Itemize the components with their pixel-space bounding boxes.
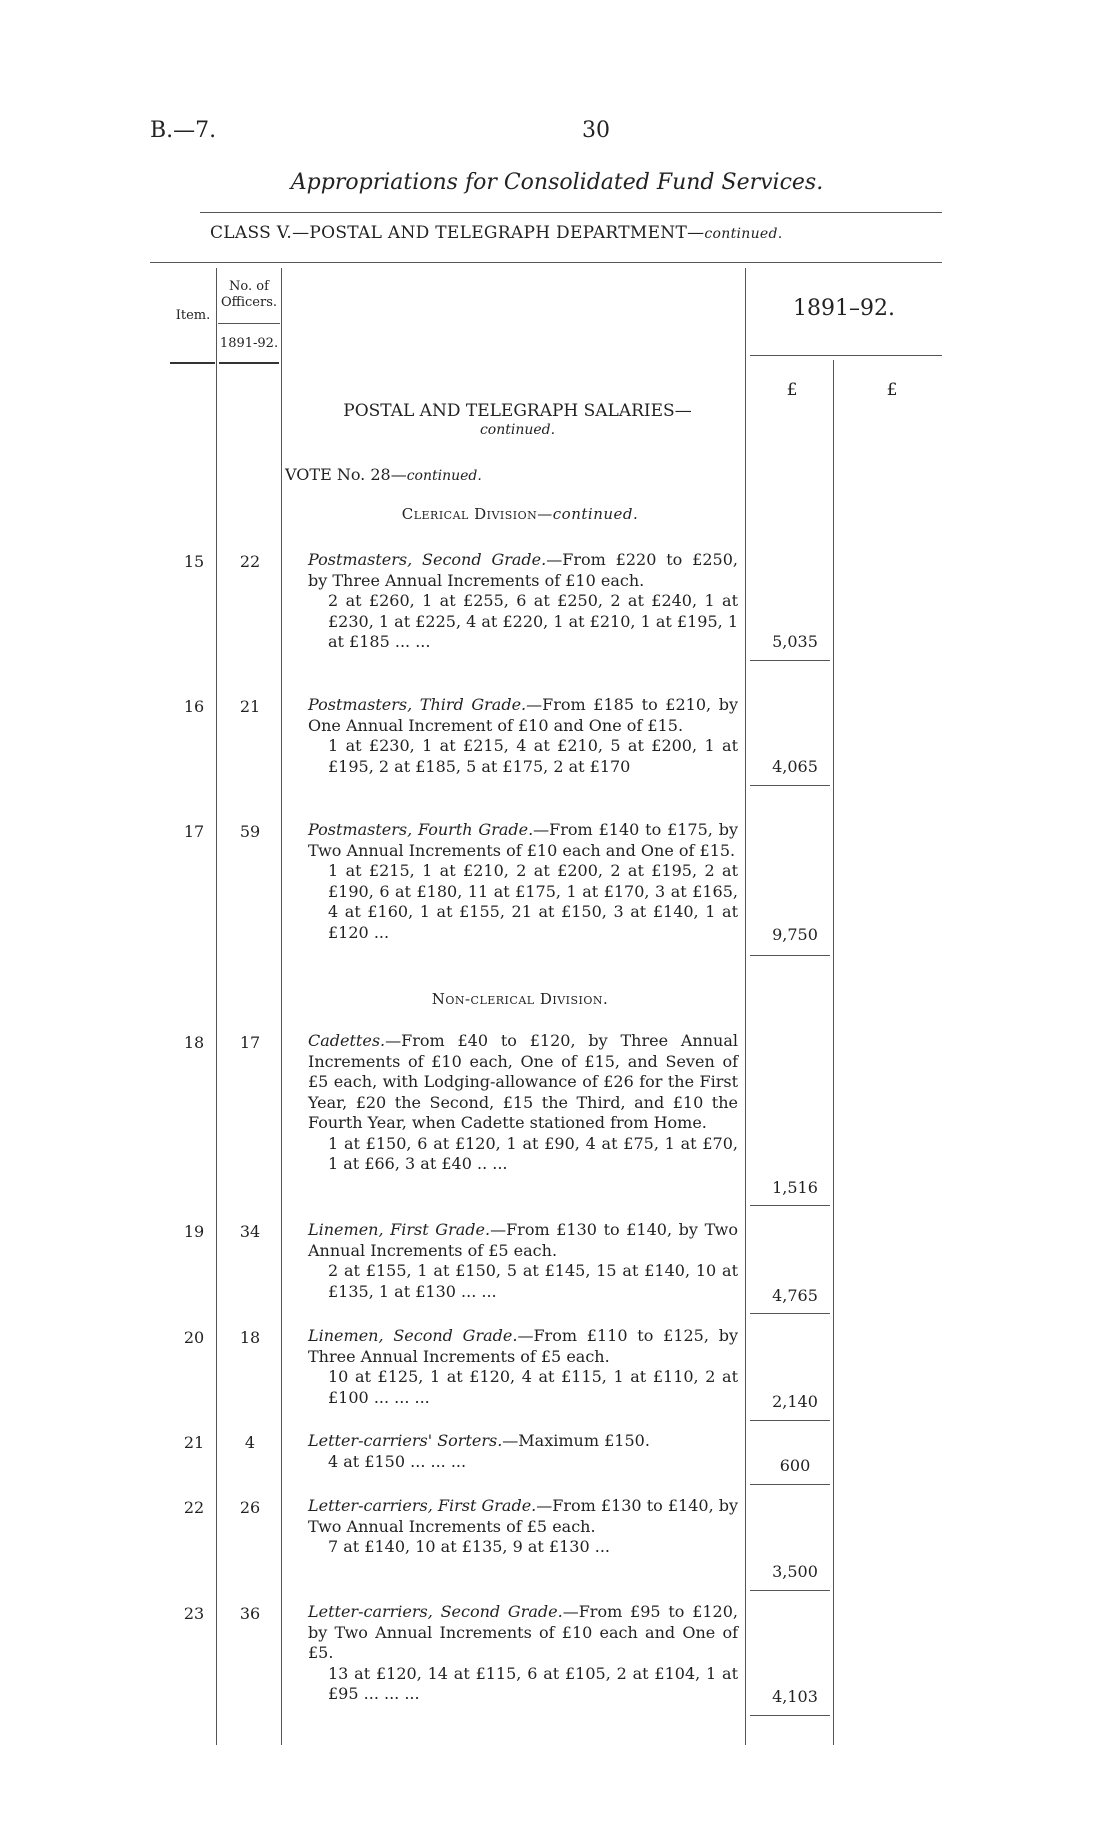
item-amount: 3,500 [772,1562,818,1581]
grade-name: Linemen, Second Grade. [308,1326,518,1345]
grade-name: Linemen, First Grade. [308,1220,491,1239]
officers-column-header [218,279,280,311]
dot-leader: .. ... [476,1154,508,1173]
item-description [308,1326,738,1408]
item-description [308,1220,738,1302]
item-amount: 4,065 [772,757,818,776]
officers-count: 17 [239,1033,261,1052]
item-amount: 4,765 [772,1286,818,1305]
item-amount: 9,750 [772,925,818,944]
salary-scale: —From £130 to £140, by Two Annual Increments of £5 each. [308,1220,738,1260]
item-column-header: Item. [175,308,211,323]
item-number: 21 [183,1433,205,1452]
item-description [308,1602,738,1705]
salary-scale: —From £140 to £175, by Two Annual Increments of £10 each and One of £15. [308,820,738,860]
item-amount: 5,035 [772,632,818,651]
item-description [308,1431,738,1472]
salary-scale: —From £185 to £210, by One Annual Increment of £10 and One of £15. [308,695,739,735]
class-heading: CLASS V.—POSTAL AND TELEGRAPH DEPARTMENT—continued. [210,223,783,243]
item-description [308,695,738,777]
salary-detail: 2 at £155, 1 at £150, 5 at £145, 15 at £140, 10 at £135, 1 at £130 [328,1261,738,1301]
officers-count: 34 [239,1222,261,1241]
grade-name: Letter-carriers, Second Grade. [308,1602,563,1621]
officers-count: 36 [239,1604,261,1623]
amount-rule [750,1715,830,1716]
amount-rule [750,660,830,661]
salary-detail: 1 at £150, 6 at £120, 1 at £90, 4 at £75, 1 at £70, 1 at £66, 3 at £40 [328,1133,738,1173]
page-title: Appropriations for Consolidated Fund Services. [290,170,824,195]
dot-leader: ... ... [461,1281,497,1301]
officers-year-header: 1891-92. [219,336,279,351]
officers-header-line2: Officers. [220,295,278,310]
dot-leader: ... ... ... [363,1684,420,1703]
vote-heading: VOTE No. 28—continued. [285,465,482,484]
grade-name: Letter-carriers' Sorters. [308,1431,503,1450]
header-rule [150,262,942,263]
item-number: 16 [183,697,205,716]
salary-detail: 7 at £140, 10 at £135, 9 at £130 [328,1537,590,1556]
salary-detail: 1 at £215, 1 at £210, 2 at £200, 2 at £195, 2 at £190, 6 at £180, 11 at £175, 1 at £170, 3 at £165, 4 at £160, 1 at £155, 21 at £150, 3 at £140, 1 at £120 [328,861,738,942]
amount-rule [750,1313,830,1314]
officers-column-divider [281,268,282,1745]
item-column-divider [216,268,217,1745]
item-header-underline [170,362,215,364]
item-number: 22 [183,1498,205,1517]
salary-detail: 1 at £230, 1 at £215, 4 at £210, 5 at £200, 1 at £195, 2 at £185, 5 at £175, 2 at £170 [328,736,738,776]
item-number: 19 [183,1222,205,1241]
salary-scale: —From £220 to £250, by Three Annual Increments of £10 each. [308,550,738,590]
item-number: 23 [183,1604,205,1623]
dot-leader: ... [594,1537,610,1556]
grade-name: Postmasters, Third Grade. [308,695,527,714]
section-title-text: POSTAL AND TELEGRAPH SALARIES— [343,401,692,421]
nonclerical-division-heading: Non-clerical Division. [431,990,609,1008]
officers-count: 21 [239,697,261,716]
item-number: 20 [183,1328,205,1347]
dot-leader: ... ... [394,632,431,651]
item-description [308,550,738,653]
document-reference: B.—7. [150,118,217,143]
grade-name: Letter-carriers, First Grade. [308,1496,537,1515]
title-rule [200,212,942,213]
item-description [308,1496,738,1558]
amount-rule [750,1484,830,1485]
item-description [308,820,738,943]
amount-rule [750,1420,830,1421]
officers-header-rule [218,323,280,324]
salary-detail: 13 at £120, 14 at £115, 6 at £105, 2 at £104, 1 at £95 [328,1663,738,1703]
pound-sign-1: £ [786,380,798,400]
item-amount: 4,103 [772,1687,818,1706]
dot-leader: ... ... ... [373,1387,430,1407]
amount-rule [750,785,830,786]
item-number: 18 [183,1033,205,1052]
year-header-rule [750,355,942,356]
salary-scale: —From £110 to £125, by Three Annual Increments of £5 each. [308,1326,738,1366]
officers-count: 59 [239,822,261,841]
officers-count: 22 [239,552,261,571]
salary-detail: 2 at £260, 1 at £255, 6 at £250, 2 at £240, 1 at £230, 1 at £225, 4 at £220, 1 at £210, 1 at £195, 1 at £185 [328,591,738,651]
grade-name: Postmasters, Fourth Grade. [308,820,534,839]
officers-header-underline [219,362,279,364]
section-title-continued: continued. [479,422,556,438]
item-number: 17 [183,822,205,841]
salary-detail: 10 at £125, 1 at £120, 4 at £115, 1 at £110, 2 at £100 [328,1367,738,1407]
grade-name: Postmasters, Second Grade. [308,550,547,569]
salary-scale: —From £95 to £120, by Two Annual Increments of £10 each and One of £5. [308,1602,739,1662]
salary-scale: —From £40 to £120, by Three Annual Increments of £10 each, One of £15, and Seven of £5 each, with Lodging-allowance of £26 for the First Year, £20 the Second, £15 the Third, and £10 the Fourth Year, when Cadette stationed from Home. [308,1031,738,1132]
salary-detail: 4 at £150 [328,1451,406,1471]
item-number: 15 [183,552,205,571]
officers-count: 18 [239,1328,261,1347]
officers-count: 4 [244,1433,256,1452]
page-number: 30 [582,118,610,143]
year-column-header: 1891–92. [793,296,895,321]
clerical-division-heading: Clerical Division—continued. [401,505,639,523]
item-amount: 2,140 [772,1392,818,1411]
officers-count: 26 [239,1498,261,1517]
item-amount: 1,516 [772,1178,818,1197]
section-title [290,402,745,440]
amount-rule [750,1590,830,1591]
item-amount: 600 [779,1456,811,1475]
officers-header-line1: No. of [229,279,269,294]
salary-scale: —Maximum £150. [502,1431,650,1450]
dot-leader: ... ... ... [410,1451,467,1471]
grade-name: Cadettes. [308,1031,386,1050]
salary-scale: —From £130 to £140, by Two Annual Increments of £5 each. [308,1496,739,1536]
dot-leader: ... [373,922,390,942]
amount-column-divider [833,360,834,1745]
amount-rule [750,955,830,956]
amount-rule [750,1205,830,1206]
item-description [308,1031,738,1175]
pound-sign-2: £ [886,380,898,400]
